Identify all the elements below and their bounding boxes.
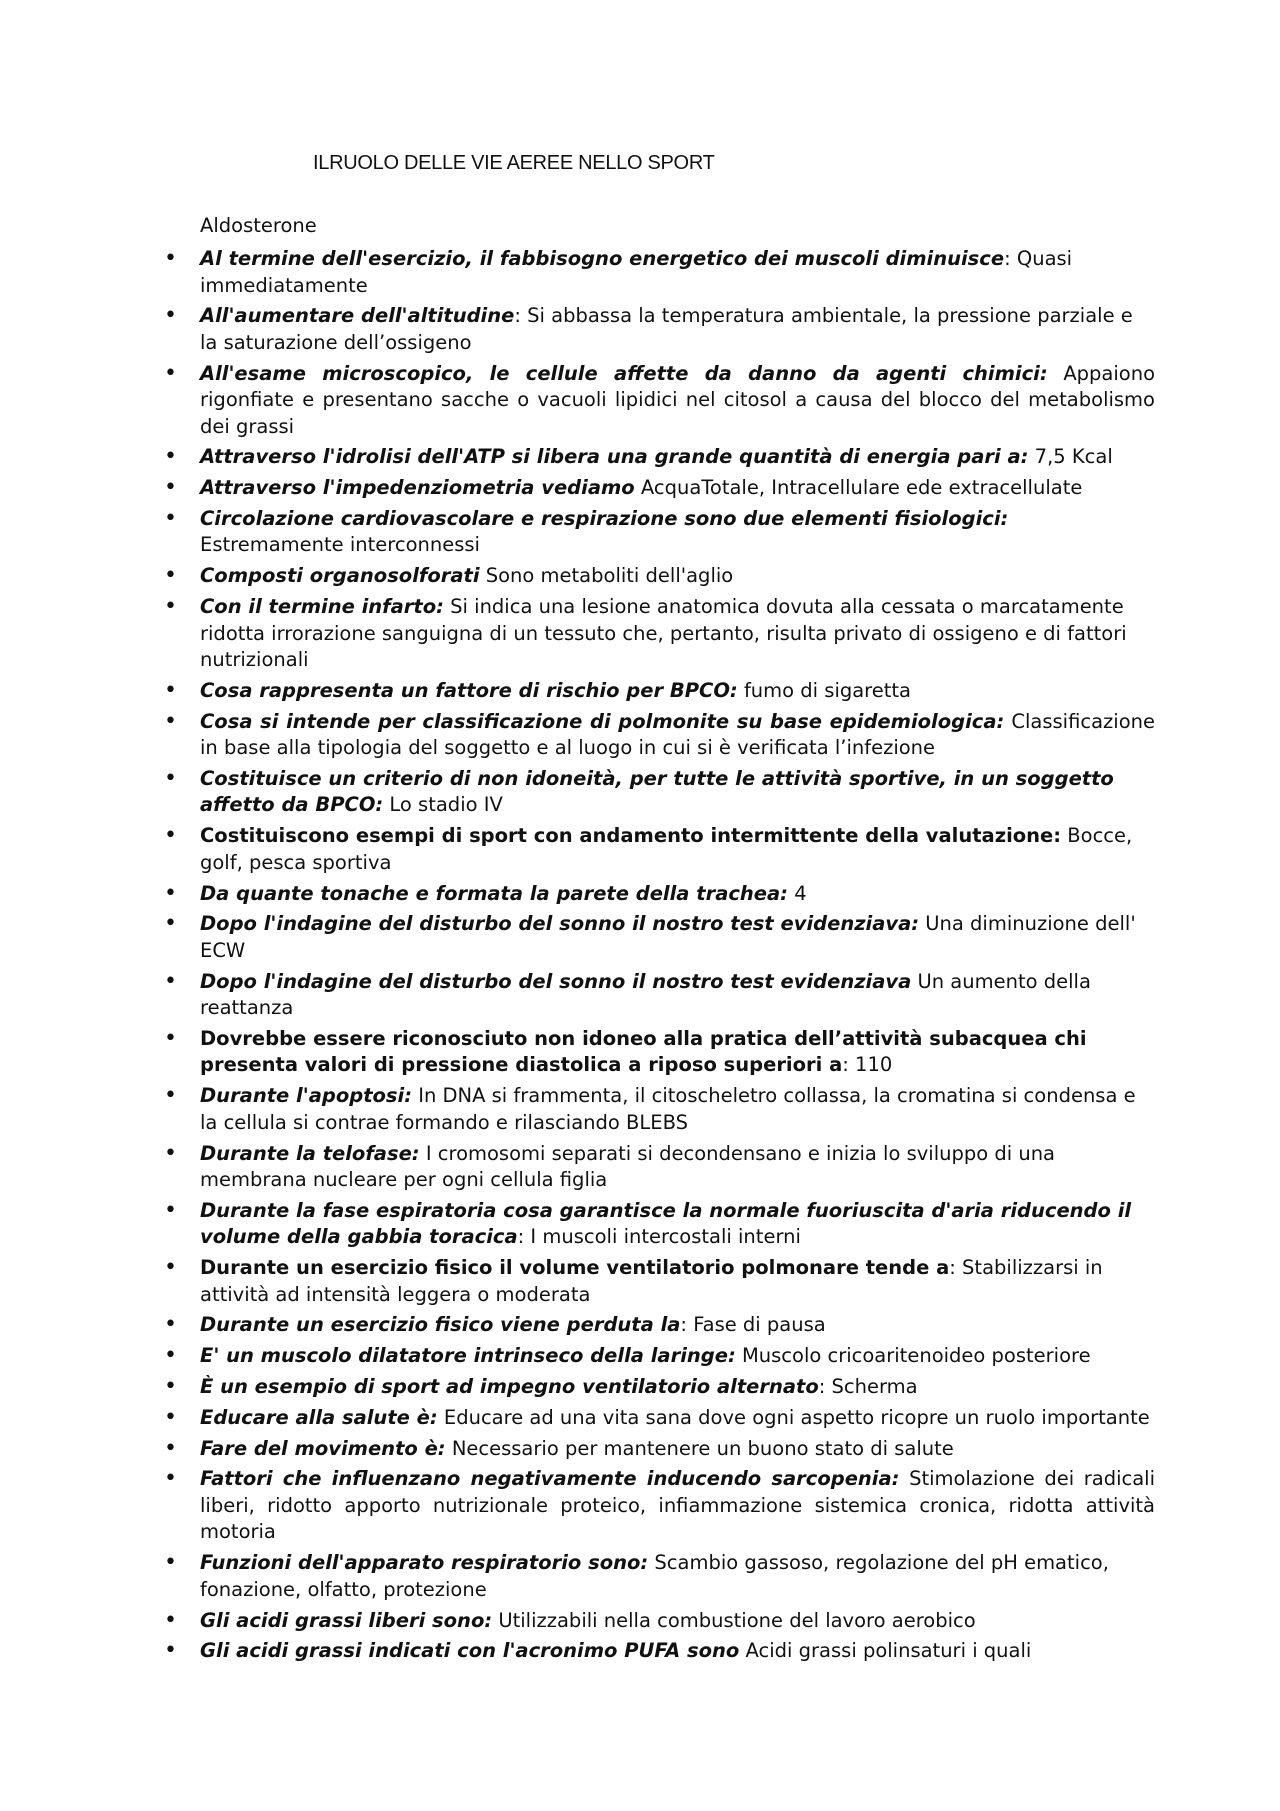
answer: Fase di pausa [693,1313,826,1337]
answer: Educare ad una vita sana dove ogni aspetto ricopre un ruolo importante [443,1405,1150,1429]
list-item [200,303,1155,356]
question: All'aumentare dell'altitudine [200,304,515,328]
question: Attraverso l'impedenziometria vediamo [200,476,635,500]
list-item [200,969,1155,1022]
answer: Un aumento della reattanza [200,969,1091,1020]
list-item [200,709,1155,762]
separator: : [680,1313,694,1337]
list-item [200,1312,1155,1339]
question: Composti organosolforati [200,564,480,588]
answer: 7,5 Kcal [1034,445,1113,469]
answer: I muscoli intercostali interni [530,1225,801,1249]
list-item [200,1374,1155,1401]
list-item [200,1608,1155,1635]
question: Al termine dell'esercizio, il fabbisogno energetico dei muscoli diminuisce [200,247,1005,270]
list-item [200,1436,1155,1463]
question: Fare del movimento è: [200,1436,446,1460]
question: Dopo l'indagine del disturbo del sonno il nostro test evidenziava: [200,912,920,936]
separator: : [818,1375,832,1399]
qa-list [200,246,1155,1669]
list-item [200,594,1155,674]
list-item [200,1026,1155,1079]
question: Durante la fase espiratoria cosa garantisce la normale fuoriuscita d'aria riducendo il volume della gabbia toracica [200,1198,1132,1249]
answer: 4 [794,881,807,905]
answer: Acidi grassi polinsaturi i quali [745,1639,1032,1663]
answer: Scherma [831,1375,918,1399]
answer: Quasi immediatamente [200,247,1073,297]
answer: fumo di sigaretta [743,678,912,702]
question: Cosa si intende per classificazione di polmonite su base epidemiologica: [200,709,1005,733]
question: Durante un esercizio fisico il volume ventilatorio polmonare tende a [200,1256,950,1280]
question: Gli acidi grassi indicati con l'acronimo PUFA sono [200,1639,740,1663]
list-item [200,1466,1155,1546]
question: Fattori che influenzano negativamente inducendo sarcopenia: [200,1467,900,1491]
answer: Muscolo cricoaritenoideo posteriore [741,1344,1091,1368]
separator: : [1004,247,1017,270]
question: E' un muscolo dilatatore intrinseco della laringe: [200,1344,736,1368]
separator: : [514,304,528,328]
question: Cosa rappresenta un fattore di rischio per BPCO: [200,678,738,702]
question: Costituiscono esempi di sport con andamento intermittente della valutazione: [200,824,1062,848]
question: Da quante tonache e formata la parete della trachea: [200,881,788,905]
question: Durante la telofase: [200,1141,420,1165]
list-item [200,766,1155,819]
question: Circolazione cardiovascolare e respirazione sono due elementi fisiologici: [200,506,1009,530]
answer: Stimolazione dei radicali liberi, ridotto apporto nutrizionale proteico, infiammazione sistemica cronica, ridotta attività motoria [200,1467,1155,1544]
question: È un esempio di sport ad impegno ventilatorio alternato [200,1375,819,1399]
list-item [200,1083,1155,1136]
separator: : [842,1053,856,1077]
question: Funzioni dell'apparato respiratorio sono: [200,1551,649,1575]
answer: 110 [855,1053,893,1077]
list-item [200,361,1155,441]
answer: Si indica una lesione anatomica dovuta alla cessata o marcatamente ridotta irrorazione sanguigna di un tessuto che, pertanto, risulta privato di ossigeno e di fattori nutrizionali [200,595,1127,672]
question: Con il termine infarto: [200,595,444,619]
list-item [200,1255,1155,1308]
list-item [200,1141,1155,1194]
answer: Necessario per mantenere un buono stato di salute [451,1436,954,1460]
answer: Si abbassa la temperatura ambientale, la pressione parziale e la saturazione dell’ossigeno [200,304,1133,354]
intro-text: Aldosterone [200,214,317,237]
separator [1048,362,1064,385]
list-item [200,506,1155,559]
question: Dopo l'indagine del disturbo del sonno il nostro test evidenziava [200,969,912,993]
answer: Lo stadio IV [389,793,503,817]
answer: Una diminuzione dell' ECW [200,912,1136,962]
answer: Estremamente interconnessi [200,533,480,557]
question: All'esame microscopico, le cellule affette da danno da agenti chimici: [200,361,1048,385]
list-item [200,1198,1155,1251]
list-item [200,881,1155,908]
answer: Appaiono rigonfiate e presentano sacche o vacuoli lipidici nel citosol a causa del blocco del metabolismo dei grassi [200,361,1155,438]
list-item [200,1343,1155,1370]
answer: Stabilizzarsi in attività ad intensità leggera o moderata [200,1256,1103,1306]
separator [899,1467,909,1490]
list-item [200,563,1155,590]
list-item [200,475,1155,502]
question: Dovrebbe essere riconosciuto non idoneo alla pratica dell’attività subacquea chi presenta valori di pressione diastolica a riposo superiori a [200,1026,1087,1077]
separator: : [949,1256,963,1280]
question: Attraverso l'idrolisi dell'ATP si libera una grande quantità di energia pari a: [200,445,1029,469]
answer: Bocce, golf, pesca sportiva [200,824,1133,874]
answer: In DNA si frammenta, il citoscheletro collassa, la cromatina si condensa e la cellula si contrae formando e rilasciando BLEBS [200,1084,1136,1134]
question: Educare alla salute è: [200,1405,438,1429]
list-item [200,444,1155,471]
question: Durante un esercizio fisico viene perduta la [200,1313,681,1337]
list-item [200,823,1155,876]
answer: AcquaTotale, Intracellulare ede extracellulate [640,476,1083,500]
list-item [200,246,1155,299]
question: Durante l'apoptosi: [200,1084,412,1108]
answer: I cromosomi separati si decondensano e inizia lo sviluppo di una membrana nucleare per ogni cellula figlia [200,1141,1056,1192]
list-item [200,1638,1155,1665]
document-title: ILRUOLO DELLE VIE AEREE NELLO SPORT [313,152,715,174]
answer: Sono metaboliti dell'aglio [485,564,734,588]
question: Costituisce un criterio di non idoneità, per tutte le attività sportive, in un soggetto affetto da BPCO: [200,766,1114,817]
list-item [200,1405,1155,1432]
list-item [200,678,1155,705]
list-item [200,1550,1155,1603]
answer: Utilizzabili nella combustione del lavoro aerobico [498,1608,976,1632]
answer: Classificazione in base alla tipologia del soggetto e al luogo in cui si è verificata l’infezione [200,709,1155,760]
question: Gli acidi grassi liberi sono: [200,1608,493,1632]
list-item [200,911,1155,964]
answer: Scambio gassoso, regolazione del pH ematico, fonazione, olfatto, protezione [200,1551,1109,1601]
separator: : [517,1225,531,1249]
